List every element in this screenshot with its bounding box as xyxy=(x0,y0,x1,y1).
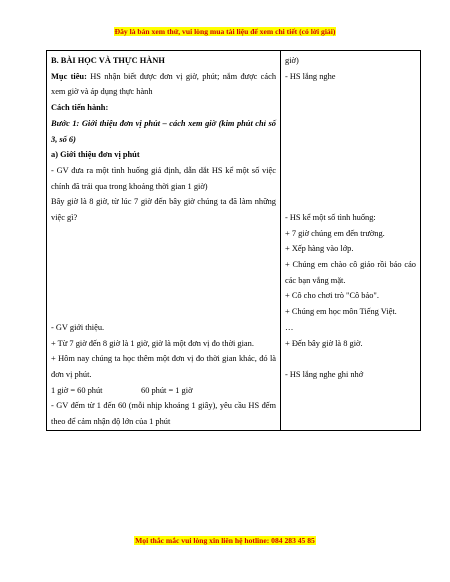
equation-line xyxy=(51,383,276,399)
paragraph: - HS kể một số tình huống: xyxy=(285,212,376,222)
teacher-activities-column xyxy=(47,51,281,431)
paragraph: + Đến bây giờ là 8 giờ. xyxy=(285,338,363,348)
paragraph: Bây giờ là 8 giờ, từ lúc 7 giờ đến bây giờ chúng ta đã làm những việc gì? xyxy=(51,197,276,223)
table-row xyxy=(47,51,421,431)
equation-right: 60 phút = 1 giờ xyxy=(141,385,193,395)
objective-label: Mục tiêu: xyxy=(51,71,87,81)
paragraph: - HS lắng nghe xyxy=(285,71,336,81)
paragraph: - HS lắng nghe ghi nhớ xyxy=(285,369,364,379)
procedure-label: Cách tiến hành: xyxy=(51,103,109,113)
contact-hotline-banner xyxy=(0,536,450,545)
objective-text: HS nhận biết được đơn vị giờ, phút; nắm được cách xem giờ và áp dụng thực hành xyxy=(51,71,277,97)
paragraph: - GV đưa ra một tình huống giả định, dẫn dắt HS kể một số việc chính đã trải qua trong khoảng thời gian 1 giờ) xyxy=(51,165,276,191)
paragraph: - GV đếm từ 1 đến 60 (mỗi nhịp khoảng 1 giây), yêu cầu HS đếm theo để cảm nhận độ lớn của 1 phút xyxy=(51,401,276,427)
paragraph: … xyxy=(285,322,294,332)
contact-hotline-text: Mọi thắc mắc vui lòng xin liên hệ hotline: 084 283 45 85 xyxy=(135,536,315,545)
paragraph: + Chúng em học môn Tiếng Việt. xyxy=(285,307,397,317)
paragraph: + Chúng em chào cô giáo rồi báo cáo các bạn vắng mặt. xyxy=(285,260,416,285)
preview-notice-banner xyxy=(0,27,450,36)
paragraph: + Cô cho chơi trò "Cô bảo". xyxy=(285,291,379,301)
student-activities-column xyxy=(281,51,421,431)
subsection-a-heading: a) Giới thiệu đơn vị phút xyxy=(51,150,140,160)
step-1-heading: Bước 1: Giới thiệu đơn vị phút – cách xem giờ (kim phút chỉ số 3, số 6) xyxy=(51,118,276,144)
lesson-table xyxy=(46,50,421,431)
paragraph: + Hôm nay chúng ta học thêm một đơn vị đo thời gian khác, đó là đơn vị phút. xyxy=(51,354,276,379)
preview-notice-text: Đây là bản xem thử, vui lòng mua tài liệu để xem chi tiết (có lời giải) xyxy=(114,27,336,36)
paragraph: giờ) xyxy=(285,56,299,65)
paragraph: + 7 giờ chúng em đến trường. xyxy=(285,228,385,238)
paragraph: + Từ 7 giờ đến 8 giờ là 1 giờ, giờ là một đơn vị đo thời gian. xyxy=(51,338,254,348)
paragraph: + Xếp hàng vào lớp. xyxy=(285,244,354,254)
equation-left: 1 giờ = 60 phút xyxy=(51,385,103,395)
objective xyxy=(51,69,276,100)
paragraph: - GV giới thiệu. xyxy=(51,322,105,332)
section-title: B. BÀI HỌC VÀ THỰC HÀNH xyxy=(51,56,165,65)
